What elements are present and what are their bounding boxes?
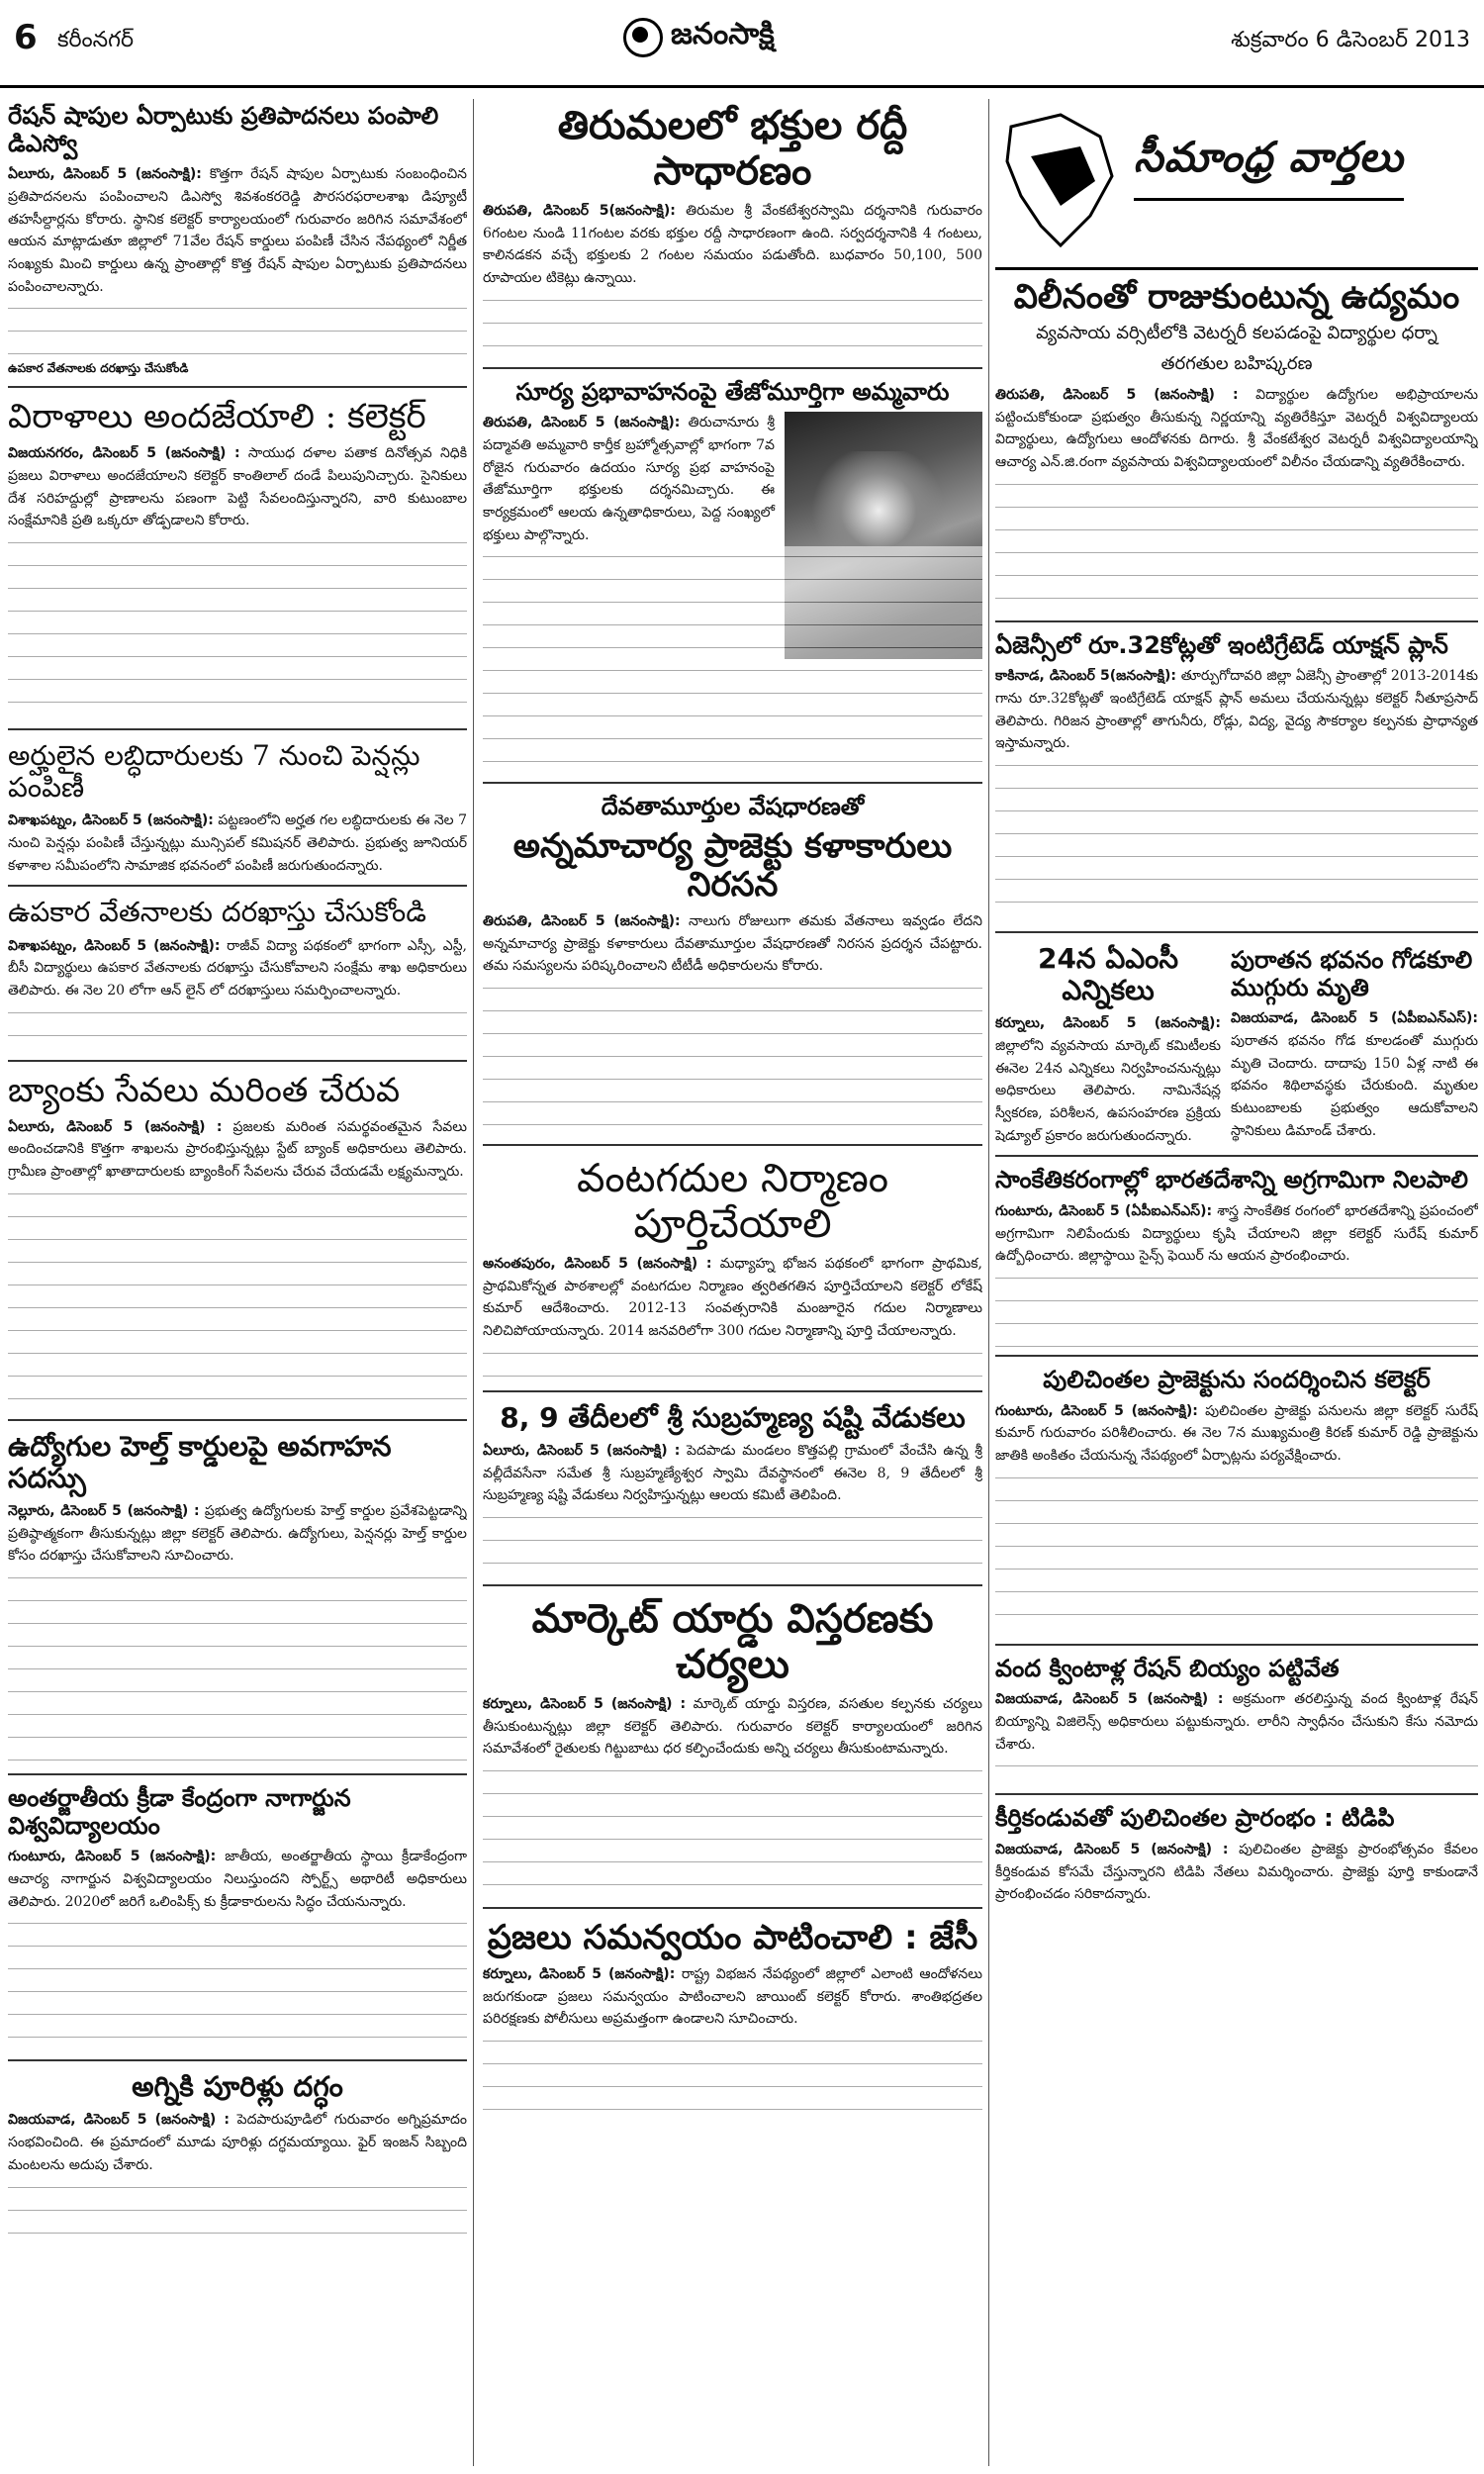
article-scholarships <box>8 897 467 1061</box>
article-dateline: గుంటూరు, డిసెంబర్ 5 (ఏపీఐఎన్ఎస్): <box>995 1203 1213 1220</box>
article-sports-university <box>8 1785 467 2061</box>
article-headline: పులిచింతల ప్రాజెక్టును సందర్శించిన కలెక్టర్ <box>1043 1366 1431 1394</box>
article-headline: వంద క్వింటాళ్ల రేషన్ బియ్యం పట్టివేత <box>995 1654 1340 1682</box>
newspaper-logo <box>623 14 871 61</box>
article-agency-action-plan <box>995 632 1478 933</box>
column-left <box>8 99 467 2466</box>
article-dateline: నెల్లూరు, డిసెంబర్ 5 (జనంసాక్షి) : <box>8 1503 200 1520</box>
article-headline: ఉద్యోగుల హెల్త్ కార్డులపై అవగాహన సదస్సు <box>8 1429 392 1494</box>
article-headline: విరాళాలు అందజేయాలి : కలెక్టర్ <box>8 397 426 437</box>
article-body: పెదపారుపూడిలో గురువారం అగ్నిప్రమాదం సంభవించింది. ఈ ప్రమాదంలో మూడు పూరిళ్లు దగ్ధమయ్యాయి. ఫైర్ ఇంజన్ సిబ్బంది మంటలను అదుపు చేశారు. <box>8 2112 467 2173</box>
article-dateline: విజయవాడ, డిసెంబర్ 5 (జనంసాక్షి) : <box>995 1691 1224 1708</box>
article-headline: ఉపకార వేతనాలకు దరఖాస్తు చేసుకోండి <box>8 896 426 929</box>
article-dateline: అనంతపురం, డిసెంబర్ 5 (జనంసాక్షి) : <box>483 1256 712 1273</box>
masthead <box>0 0 1484 88</box>
article-dateline: విశాఖపట్నం, డిసెంబర్ 5 (జనంసాక్షి): <box>8 812 214 829</box>
article-body: మార్కెట్ యార్డు విస్తరణ, వసతుల కల్పనకు చర్యలు తీసుకుంటున్నట్లు జిల్లా కలెక్టర్ తెలిపారు. గురువారం కలెక్టర్ కార్యాలయంలో జరిగిన సమావేశంలో రైతులకు గిట్టుబాటు ధర కల్పించేందుకు అన్ని చర్యలు తీసుకుంటామన్నారు. <box>483 1696 982 1758</box>
article-dateline: విజయవాడ, డిసెంబర్ 5 (జనంసాక్షి) : <box>8 2112 230 2129</box>
article-ration-rice-seized <box>995 1656 1478 1796</box>
article-body: పురాతన భవనం గోడ కూలడంతో ముగ్గురు మృతి చెందారు. దాదాపు 150 ఏళ్ల నాటి ఈ భవనం శిథిలావస్థకు చేరుకుంది. మృతుల కుటుంబాలకు ప్రభుత్వం ఆదుకోవాలని స్థానికులు డిమాండ్ చేశారు. <box>1231 1032 1478 1139</box>
article-building-collapse <box>1231 943 1478 1142</box>
article-body: శాస్త్ర సాంకేతిక రంగంలో భారతదేశాన్ని ప్రపంచంలో అగ్రగామిగా నిలిపేందుకు విద్యార్థులు కృషి చేయాలని జిల్లా కలెక్టర్ సురేష్ కుమార్ ఉద్బోధించారు. జిల్లాస్థాయి సైన్స్ ఫెయిర్ ను ఆయన ప్రారంభించారు. <box>995 1203 1478 1265</box>
article-body: జిల్లాలోని వ్యవసాయ మార్కెట్ కమిటీలకు ఈనెల 24న ఎన్నికలు నిర్వహించనున్నట్లు అధికారులు తెలిపారు. నామినేషన్ల స్వీకరణ, పరిశీలన, ఉపసంహరణ ప్రక్రియ షెడ్యూల్ ప్రకారం జరుగుతుందన్నారు. <box>995 1038 1221 1144</box>
article-donations <box>8 398 467 730</box>
article-pulichintala-visit <box>995 1367 1478 1646</box>
section-title: సీమాంధ్ర వార్తలు <box>1134 133 1404 201</box>
column-divider <box>988 99 989 2466</box>
article-dateline: ఏలూరు, డిసెంబర్ 5 (జనంసాక్షి) : <box>8 1118 223 1135</box>
article-jc-coordination <box>483 1919 982 2128</box>
article-market-yard <box>483 1596 982 1909</box>
article-body: అక్రమంగా తరలిస్తున్న వంద క్వింటాళ్ల రేషన్ బియ్యాన్ని విజిలెన్స్ అధికారులు పట్టుకున్నారు. లారీని స్వాధీనం చేసుకుని కేసు నమోదు చేశారు. <box>995 1691 1478 1753</box>
article-headline: బ్యాంకు సేవలు మరింత చేరువ <box>8 1070 401 1110</box>
page-number: 6 <box>14 18 38 57</box>
article-pensions <box>8 740 467 887</box>
article-dateline: తిరుపతి, డిసెంబర్ 5 (జనంసాక్షి): <box>483 415 681 431</box>
article-dateline: విజయవాడ, డిసెంబర్ 5 (జనంసాక్షి) : <box>995 1841 1229 1857</box>
article-tirumala-rush <box>483 103 982 369</box>
logo-text: జనంసాక్షి <box>671 17 775 51</box>
article-headline: సూర్య ప్రభావాహనంపై తేజోమూర్తిగా అమ్మవారు <box>515 377 950 406</box>
column-divider <box>473 99 474 2466</box>
article-dateline: విజయవాడ, డిసెంబర్ 5 (ఏపీఐఎన్ఎస్): <box>1231 1010 1478 1027</box>
article-headline: అన్నమాచార్య ప్రాజెక్టు కళాకారులు నిరసన <box>512 825 953 904</box>
article-note: ఉపకార వేతనాలకు దరఖాస్తు చేసుకోండి <box>8 361 189 376</box>
column-right <box>995 99 1478 2466</box>
article-dateline: కాకినాడ, డిసెంబర్ 5(జనంసాక్షి): <box>995 668 1177 685</box>
column-middle <box>483 99 982 2466</box>
article-dateline: గుంటూరు, డిసెంబర్ 5 (జనంసాక్షి): <box>995 1402 1198 1419</box>
article-subhead-2: తరగతుల బహిష్కరణ <box>1160 353 1313 375</box>
article-headline: కీర్తికండువతో పులిచింతల ప్రారంభం : టిడిపి <box>995 1804 1395 1833</box>
article-dateline: తిరుపతి, డిసెంబర్ 5 (జనంసాక్షి): <box>483 913 681 930</box>
article-body: పులిచింతల ప్రాజెక్టు పనులను జిల్లా కలెక్టర్ సురేష్ కుమార్ గురువారం పరిశీలించారు. ఈ నెల 7న ముఖ్యమంత్రి కిరణ్ కుమార్ రెడ్డి ప్రాజెక్టును జాతికి అంకితం చేయనున్న నేపథ్యంలో ఏర్పాట్లను పర్యవేక్షించారు. <box>995 1402 1478 1465</box>
article-amc-and-building <box>995 943 1478 1157</box>
article-body: ప్రభుత్వ ఉద్యోగులకు హెల్త్ కార్డుల ప్రవేశపెట్టడాన్ని ప్రతిష్ఠాత్మకంగా తీసుకున్నట్లు జిల్లా కలెక్టర్ తెలిపారు. ఉద్యోగులు, పెన్షనర్లు హెల్త్ కార్డుల కోసం దరఖాస్తు చేసుకోవాలని సూచించారు. <box>8 1503 467 1565</box>
article-headline: వంటగదుల నిర్మాణం పూర్తిచేయాలి <box>576 1156 889 1248</box>
article-headline: 24న ఏఎంసీ ఎన్నికలు <box>1037 942 1179 1007</box>
logo-icon <box>623 18 663 57</box>
article-headline: అర్హులైన లబ్ధిదారులకు 7 నుంచి పెన్షన్లు పంపిణీ <box>8 739 420 805</box>
article-ration-shops <box>8 103 467 388</box>
article-subrahmanya-shashti <box>483 1402 982 1586</box>
article-dateline: గుంటూరు, డిసెంబర్ 5 (జనంసాక్షి): <box>8 1849 217 1865</box>
article-annamacharya-protest <box>483 794 982 1146</box>
article-surya-prabha <box>483 379 982 785</box>
article-dateline: కర్నూలు, డిసెంబర్ 5 (జనంసాక్షి): <box>483 1966 676 1983</box>
article-kicker: దేవతామూర్తుల వేషధారణతో <box>601 793 865 821</box>
article-health-cards <box>8 1431 467 1775</box>
article-body: సాయుధ దళాల పతాక దినోత్సవ నిధికి ప్రజలు విరాళాలు అందజేయాలని కలెక్టర్ కాంతిలాల్ దండే పిలుపునిచ్చారు. సైనికులు దేశ సరిహద్దుల్లో ప్రాణాలను పణంగా పెట్టి సేవలందిస్తున్నారని, వారి కుటుంబాల సంక్షేమానికి ప్రతి ఒక్కరూ తోడ్పడాలని కోరారు. <box>8 445 467 529</box>
article-dateline: తిరుపతి, డిసెంబర్ 5(జనంసాక్షి): <box>483 203 676 219</box>
issue-date: శుక్రవారం 6 డిసెంబర్ 2013 <box>1231 28 1470 52</box>
article-body: మధ్యాహ్న భోజన పథకంలో భాగంగా ప్రాథమిక, ప్రాథమికోన్నత పాఠశాలల్లో వంటగదుల నిర్మాణం త్వరితగతిన పూర్తిచేయాలని కలెక్టర్ లోకేష్ కుమార్ ఆదేశించారు. 2012-13 సంవత్సరానికి మంజూరైన గదుల నిర్మాణాలు నిలిచిపోయాయన్నారు. 2014 జనవరిలోగా 300 గదుల నిర్మాణాన్ని పూర్తి చేయాలన్నారు. <box>483 1256 982 1340</box>
article-headline: 8, 9 తేదీలలో శ్రీ సుబ్రహ్మణ్య షష్టి వేడుకలు <box>500 1400 966 1434</box>
article-tdp-pulichintala <box>995 1805 1478 1914</box>
article-dateline: కర్నూలు, డిసెంబర్ 5 (జనంసాక్షి) : <box>483 1696 687 1712</box>
article-headline: అంతర్జాతీయ క్రీడా కేంద్రంగా నాగార్జున విశ్వవిద్యాలయం <box>8 1784 351 1840</box>
article-dateline: కర్నూలు, డిసెంబర్ 5 (జనంసాక్షి): <box>995 1015 1221 1032</box>
article-bank-services <box>8 1072 467 1421</box>
article-body: పులిచింతల ప్రాజెక్టు ప్రారంభోత్సవం కేవలం కీర్తికండువ కోసమే చేస్తున్నారని టిడిపి నేతలు విమర్శించారు. ప్రాజెక్టు పూర్తి కాకుండానే ప్రారంభించడం సరికాదన్నారు. <box>995 1841 1478 1903</box>
article-headline: పురాతన భవనం గోడకూలి ముగ్గురు మృతి <box>1231 946 1473 1001</box>
article-body: పట్టణంలోని అర్హత గల లబ్ధిదారులకు ఈ నెల 7 నుంచి పెన్షన్లు పంపిణీ చేస్తున్నట్లు మున్సిపల్ కమిషనర్ తెలిపారు. ప్రభుత్వ జూనియర్ కళాశాల సమీపంలోని సామాజిక భవనంలో పంపిణీ జరుగుతుందన్నారు. <box>8 812 467 874</box>
article-body: రాష్ట్ర విభజన నేపథ్యంలో జిల్లాలో ఎలాంటి ఆందోళనలు జరుగకుండా ప్రజలు సమన్వయం పాటించాలని జాయింట్ కలెక్టర్ కోరారు. శాంతిభద్రతల పరిరక్షణకు పోలీసులు అప్రమత్తంగా ఉండాలని సూచించారు. <box>483 1966 982 2028</box>
edition-city: కరీంనగర్ <box>57 28 135 52</box>
article-veterinary-merger <box>995 278 1478 622</box>
article-body: ప్రజలకు మరింత సమర్థవంతమైన సేవలు అందించడానికి కొత్తగా శాఖలను ప్రారంభిస్తున్నట్లు స్టేట్ బ్యాంక్ అధికారులు తెలిపారు. గ్రామీణ ప్రాంతాల్లో ఖాతాదారులకు బ్యాంకింగ్ సేవలను చేరువ చేయడమే లక్ష్యమన్నారు. <box>8 1118 467 1181</box>
article-dateline: ఏలూరు, డిసెంబర్ 5 (జనంసాక్షి) : <box>483 1442 681 1459</box>
section-banner <box>995 99 1478 270</box>
article-dateline: విజయనగరం, డిసెంబర్ 5 (జనంసాక్షి) : <box>8 445 240 462</box>
article-headline: ఏజెన్సీలో రూ.32కోట్లతో ఇంటిగ్రేటెడ్ యాక్షన్ ప్లాన్ <box>995 630 1448 659</box>
article-dateline: ఏలూరు, డిసెంబర్ 5 (జనంసాక్షి): <box>8 166 202 183</box>
article-body: పెదపాడు మండలం కొత్తపల్లి గ్రామంలో వేంచేసి ఉన్న శ్రీ వల్లీదేవసేనా సమేత శ్రీ సుబ్రహ్మణ్యేశ్వర స్వామి దేవస్థానంలో ఈనెల 8, 9 తేదీలలో శ్రీ సుబ్రహ్మణ్య షష్టి వేడుకలు నిర్వహిస్తున్నట్లు ఆలయ కమిటీ తెలిపింది. <box>483 1442 982 1504</box>
state-map-icon <box>1001 107 1120 255</box>
article-body: తిరుమల శ్రీ వేంకటేశ్వరస్వామి దర్శనానికి గురువారం 6గంటల నుండి 11గంటల వరకు భక్తుల రద్దీ సాధారణంగా ఉంది. సర్వదర్శనానికి 4 గంటలు, కాలినడకన వచ్చే భక్తులకు 2 గంటల సమయం పడుతోంది. బుధవారం 50,100, 500 రూపాయల టికెట్లు ఉన్నాయి. <box>483 203 982 287</box>
article-body: తిరుచానూరు శ్రీ పద్మావతి అమ్మవారి కార్తీక బ్రహ్మోత్సవాల్లో భాగంగా 7వ రోజైన గురువారం ఉదయం సూర్య ప్రభ వాహనంపై తేజోమూర్తిగా భక్తులకు దర్శనమిచ్చారు. ఈ కార్యక్రమంలో ఆలయ ఉన్నతాధికారులు, పెద్ద సంఖ్యలో భక్తులు పాల్గొన్నారు. <box>483 415 775 543</box>
article-headline: రేషన్ షాపుల ఏర్పాటుకు ప్రతిపాదనలు పంపాలి డిఎస్వో <box>8 102 439 157</box>
article-headline: మార్కెట్ యార్డు విస్తరణకు చర్యలు <box>531 1596 934 1687</box>
article-science-india <box>995 1167 1478 1357</box>
article-body: నాలుగు రోజులుగా తమకు వేతనాలు ఇవ్వడం లేదని అన్నమాచార్య ప్రాజెక్టు కళాకారులు దేవతామూర్తుల వేషధారణతో నిరసన ప్రదర్శన చేపట్టారు. తమ సమస్యలను పరిష్కరించాలని టీటీడీ అధికారులను కోరారు. <box>483 913 982 975</box>
article-headline: అగ్నికి పూరిళ్లు దగ్ధం <box>132 2070 343 2104</box>
article-body: జాతీయ, అంతర్జాతీయ స్థాయి క్రీడాకేంద్రంగా ఆచార్య నాగార్జున విశ్వవిద్యాలయం నిలుస్తుందని స్పోర్ట్స్ అథారిటీ అధికారులు తెలిపారు. 2020లో జరిగే ఒలింపిక్స్ కు క్రీడాకారులను సిద్ధం చేయనున్నారు. <box>8 1849 467 1910</box>
article-body: రాజీవ్ విద్యా పథకంలో భాగంగా ఎస్సీ, ఎస్టీ, బీసీ విద్యార్థులు ఉపకార వేతనాలకు దరఖాస్తు చేసుకోవాలని సంక్షేమ శాఖ అధికారులు తెలిపారు. ఈ నెల 20 లోగా ఆన్ లైన్ లో దరఖాస్తులు సమర్పించాలన్నారు. <box>8 937 467 999</box>
article-dateline: తిరుపతి, డిసెంబర్ 5 (జనంసాక్షి) : <box>995 387 1239 404</box>
article-fire <box>8 2071 467 2253</box>
article-headline: విలీనంతో రాజుకుంటున్న ఉద్యమం <box>1013 277 1460 317</box>
article-headline: ప్రజలు సమన్వయం పాటించాలి : జేసీ <box>487 1918 978 1958</box>
article-dateline: విశాఖపట్నం, డిసెంబర్ 5 (జనంసాక్షి): <box>8 937 221 954</box>
article-headline: సాంకేతికరంగాల్లో భారతదేశాన్ని అగ్రగామిగా నిలపాలి <box>995 1166 1469 1194</box>
article-headline: తిరుమలలో భక్తుల రద్దీ సాధారణం <box>557 103 908 194</box>
article-body: విద్యార్థుల ఉద్యోగుల అభిప్రాయాలను పట్టించుకోకుండా ప్రభుత్వం తీసుకున్న నిర్ణయాన్ని వ్యతిరేకిస్తూ వెటర్నరీ విశ్వవిద్యాలయ విద్యార్థులు, ఉద్యోగులు ఆందోళనకు దిగారు. శ్రీ వేంకటేశ్వర వెటర్నరీ విశ్వవిద్యాలయాన్ని ఆచార్య ఎన్.జి.రంగా వ్యవసాయ విశ్వవిద్యాలయంలో విలీనం చేయడాన్ని వ్యతిరేకించారు. <box>995 387 1478 471</box>
article-body: కొత్తగా రేషన్ షాపుల ఏర్పాటుకు సంబంధించిన ప్రతిపాదనలను పంపించాలని డిఎస్వో శివశంకరరెడ్డి పౌరసరఫరాలశాఖ డిప్యూటీ తహసీల్దార్లను కోరారు. స్థానిక కలెక్టర్ కార్యాలయంలో గురువారం జరిగిన సమావేశంలో ఆయన మాట్లాడుతూ జిల్లాలో 71వేల రేషన్ కార్డులు పంపిణీ చేసిన నేపథ్యంలో నిర్ణీత సంఖ్యకు మించి కార్డులు ఉన్న ప్రాంతాల్లో కొత్త రేషన్ షాపుల ఏర్పాటుకు ప్రతిపాదనలు పంపించాలన్నారు. <box>8 166 467 295</box>
article-subhead: వ్యవసాయ వర్సిటీలోకి వెటర్నరీ కలపడంపై విద్యార్థుల ధర్నా <box>1036 323 1438 344</box>
article-body: తూర్పుగోదావరి జిల్లా ఏజెన్సీ ప్రాంతాల్లో 2013-2014కు గాను రూ.32కోట్లతో ఇంటిగ్రేటెడ్ యాక్షన్ ప్లాన్ అమలు చేయనున్నట్లు కలెక్టర్ నీతూప్రసాద్ తెలిపారు. గిరిజన ప్రాంతాల్లో తాగునీరు, రోడ్లు, విద్య, వైద్య సౌకర్యాల కల్పనకు ప్రాధాన్యత ఇస్తామన్నారు. <box>995 668 1478 752</box>
article-kitchen-construction <box>483 1156 982 1392</box>
